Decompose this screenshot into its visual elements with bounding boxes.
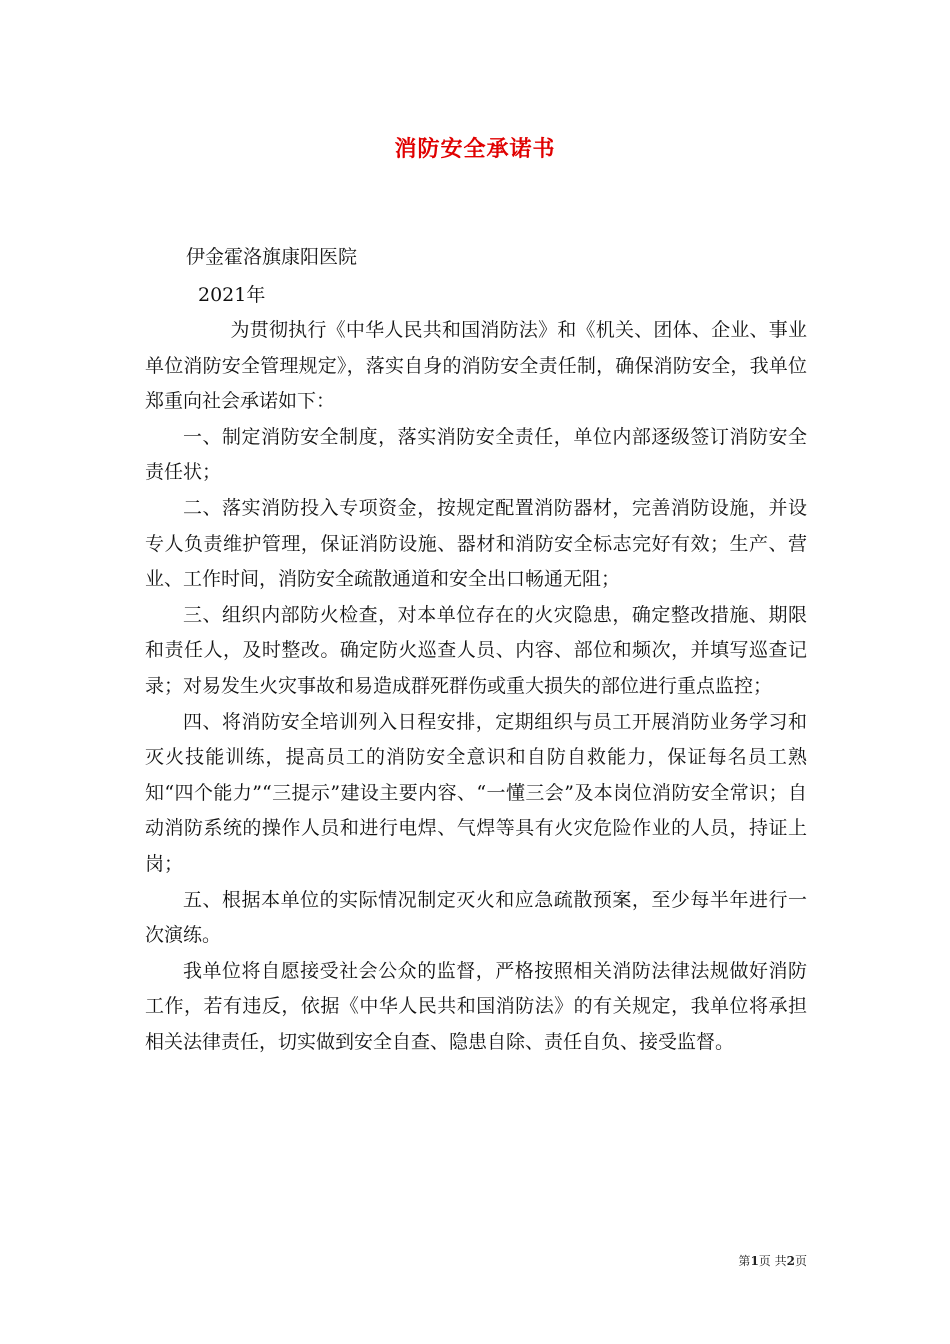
organization-name: 伊金霍洛旗康阳医院 — [186, 246, 358, 268]
page-number-footer — [738, 1252, 807, 1269]
footer-prefix: 第 — [738, 1254, 751, 1268]
paragraph-closing: 我单位将自愿接受社会公众的监督，严格按照相关消防法律法规做好消防工作，若有违反，依据《中华人民共和国消防法》的有关规定，我单位将承担相关法律责任，切实做到安全自查、隐患自除、责任自负、接受监督。 — [145, 959, 807, 1053]
paragraph-item-1: 一、制定消防安全制度，落实消防安全责任，单位内部逐级签订消防安全责任状； — [145, 425, 807, 484]
document-year: 2021年 — [198, 284, 266, 306]
footer-suffix: 页 — [794, 1254, 807, 1268]
paragraph-intro: 为贯彻执行《中华人民共和国消防法》和《机关、团体、企业、事业单位消防安全管理规定》，落实自身的消防安全责任制，确保消防安全，我单位郑重向社会承诺如下： — [145, 319, 807, 413]
paragraph-item-5: 五、根据本单位的实际情况制定灭火和应急疏散预案，至少每半年进行一次演练。 — [145, 888, 807, 947]
footer-middle: 页 共 — [758, 1254, 787, 1268]
paragraph-item-2: 二、落实消防投入专项资金，按规定配置消防器材，完善消防设施，并设专人负责维护管理，保证消防设施、器材和消防安全标志完好有效；生产、营业、工作时间，消防安全疏散通道和安全出口畅通无阻； — [145, 496, 807, 591]
paragraph-item-3: 三、组织内部防火检查，对本单位存在的火灾隐患，确定整改措施、期限和责任人，及时整改。确定防火巡查人员、内容、部位和频次，并填写巡查记录；对易发生火灾事故和易造成群死群伤或重大损失的部位进行重点监控； — [145, 603, 807, 697]
footer-total-pages: 2 — [786, 1254, 795, 1268]
paragraph-item-4: 四、将消防安全培训列入日程安排，定期组织与员工开展消防业务学习和灭火技能训练，提高员工的消防安全意识和自防自救能力，保证每名员工熟知“四个能力”“三提示”建设主要内容、“一懂三会”及本岗位消防安全常识；自动消防系统的操作人员和进行电焊、气焊等具有火灾危险作业的人员，持证上岗； — [145, 710, 807, 875]
document-title: 消防安全承诺书 — [394, 136, 556, 162]
document-body — [145, 313, 807, 1060]
footer-current-page: 1 — [750, 1254, 759, 1268]
